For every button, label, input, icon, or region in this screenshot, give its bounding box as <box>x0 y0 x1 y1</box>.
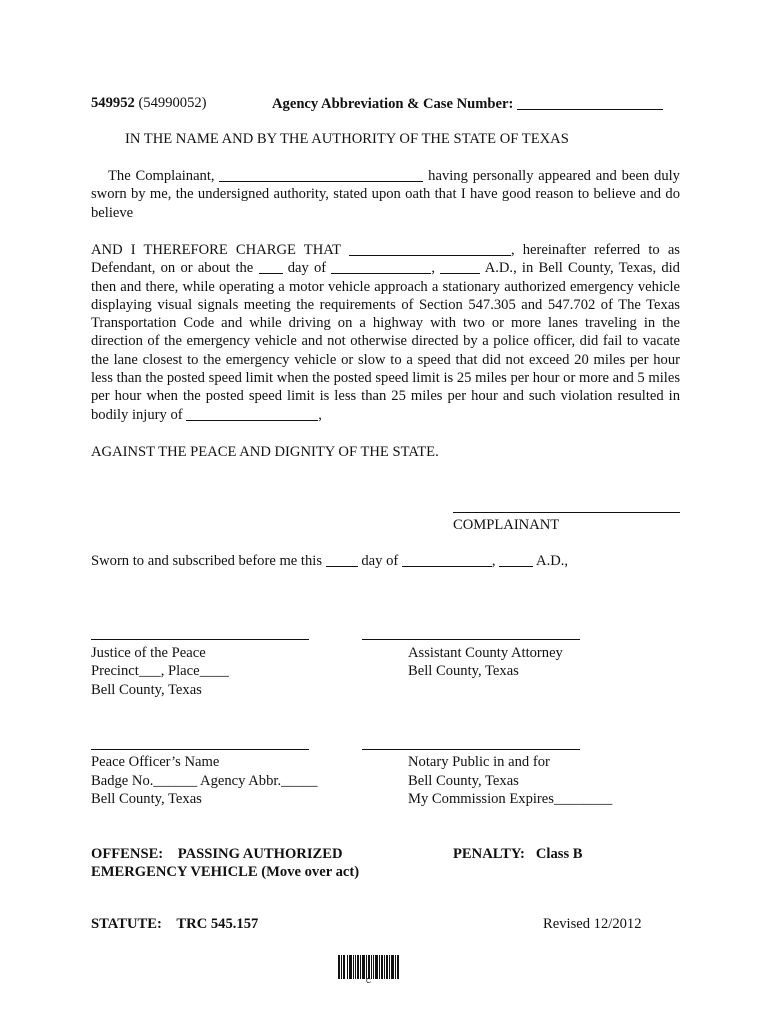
officer-name-label: Peace Officer’s Name <box>91 754 220 770</box>
complainant-text-after: having personally appeared and been duly sworn by me, the undersigned authority, stated upon oath that I have good reason to believe and do believe <box>91 168 680 221</box>
officer-county: Bell County, Texas <box>91 791 202 807</box>
sworn-text-a: Sworn to and subscribed before me this <box>91 553 323 569</box>
offense-label: OFFENSE: <box>91 846 164 862</box>
case-header <box>91 95 207 112</box>
charge-text-6: , <box>318 406 322 423</box>
charge-paragraph <box>91 241 680 424</box>
document-title: IN THE NAME AND BY THE AUTHORITY OF THE STATE OF TEXAS <box>125 131 569 147</box>
officer-signature-line[interactable] <box>91 749 309 750</box>
offense-line-1 <box>91 846 343 863</box>
sworn-text-b: day of <box>361 553 399 569</box>
case-number: 549952 <box>91 95 135 111</box>
sworn-day-field[interactable] <box>326 553 358 567</box>
offense-day-field[interactable] <box>259 260 283 274</box>
penalty-value: Class B <box>535 846 583 862</box>
attorney-title: Assistant County Attorney <box>408 645 563 661</box>
charge-text-1: AND I THEREFORE CHARGE THAT <box>91 242 341 258</box>
statute-line <box>91 916 258 933</box>
sworn-text-d: A.D., <box>536 553 569 569</box>
charge-text-2: , hereinafter referred to as Defendant, on or about the <box>91 242 680 277</box>
complainant-paragraph <box>91 167 680 222</box>
justice-precinct-place: Precinct___, Place____ <box>91 663 229 679</box>
agency-case-field[interactable] <box>517 95 663 110</box>
agency-case-header <box>272 95 663 113</box>
offense-value-1: PASSING AUTHORIZED <box>177 846 343 862</box>
justice-title: Justice of the Peace <box>91 645 206 661</box>
offense-month-field[interactable] <box>331 260 431 274</box>
revised-date: Revised 12/2012 <box>543 916 642 932</box>
sworn-month-field[interactable] <box>402 553 492 567</box>
offense-year-field[interactable] <box>440 260 480 274</box>
sworn-statement <box>91 553 568 570</box>
penalty-label: PENALTY: <box>453 846 525 862</box>
complainant-signature-line[interactable] <box>453 512 680 513</box>
charge-text-3: day of <box>287 260 327 277</box>
peace-dignity-statement: AGAINST THE PEACE AND DIGNITY OF THE STATE. <box>91 444 439 460</box>
charge-text-4: , <box>431 260 436 277</box>
penalty-line <box>453 846 583 863</box>
defendant-name-field[interactable] <box>349 242 511 256</box>
barcode-caption: C <box>366 978 372 985</box>
agency-case-label: Agency Abbreviation & Case Number: <box>272 96 514 112</box>
notary-commission-expires: My Commission Expires________ <box>408 791 613 807</box>
notary-county: Bell County, Texas <box>408 773 519 789</box>
offense-value-2: EMERGENCY VEHICLE (Move over act) <box>91 864 360 880</box>
complainant-label: COMPLAINANT <box>453 517 560 533</box>
complainant-name-field[interactable] <box>219 168 423 182</box>
justice-county: Bell County, Texas <box>91 682 202 698</box>
attorney-signature-line[interactable] <box>362 639 580 640</box>
statute-value: TRC 545.157 <box>176 916 259 932</box>
charge-text-5: A.D., in Bell County, Texas, did then and there, while operating a motor vehicle approach a stationary authorized emergency vehicle displaying visual signals meeting the requirements of Section 547.305 and 547.702 of The Texas Transportation Code and while driving on a highway with two or more lanes traveling in the direction of the emergency vehicle and not otherwise directed by a police officer, did fail to vacate the lane closest to the emergency vehicle or slow to a speed that did not exceed 20 miles per hour less than the posted speed limit when the posted speed limit is 25 miles per hour or more and 5 miles per hour when the posted speed limit is less than 25 miles per hour and such violation resulted in bodily injury of <box>91 260 680 423</box>
injured-party-field[interactable] <box>186 407 318 421</box>
complainant-text-before: The Complainant, <box>108 168 215 184</box>
sworn-year-field[interactable] <box>499 553 533 567</box>
statute-label: STATUTE: <box>91 916 162 932</box>
case-number-paren: (54990052) <box>138 95 207 111</box>
notary-signature-line[interactable] <box>362 749 580 750</box>
sworn-text-c: , <box>491 553 496 569</box>
attorney-county: Bell County, Texas <box>408 663 519 679</box>
notary-title: Notary Public in and for <box>408 754 550 770</box>
justice-signature-line[interactable] <box>91 639 309 640</box>
officer-badge-agency: Badge No.______ Agency Abbr._____ <box>91 773 318 789</box>
